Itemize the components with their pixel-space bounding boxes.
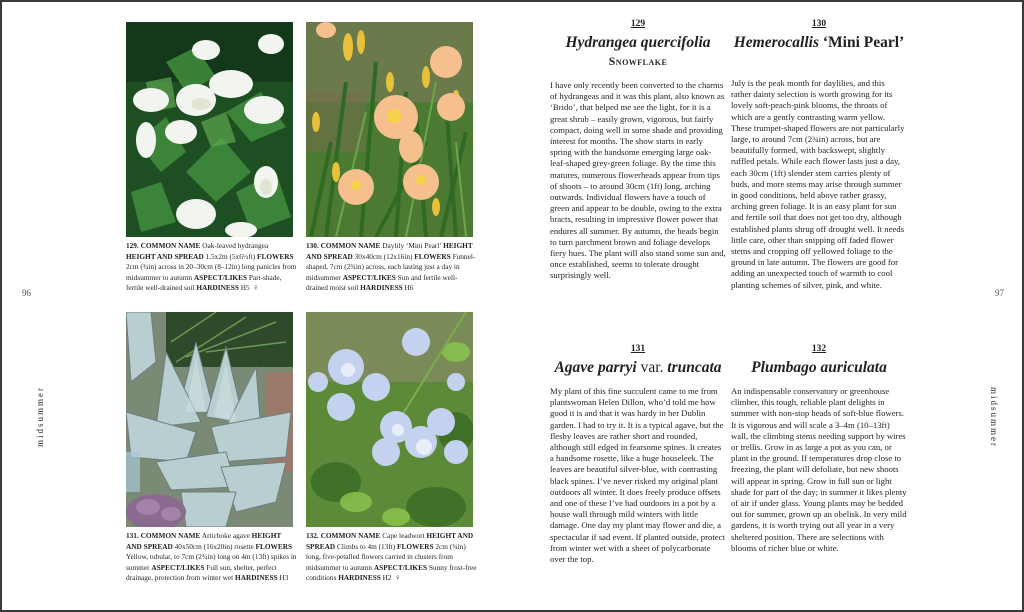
caption-label: FLOWERS — [397, 541, 434, 551]
caption-label: HEIGHT AND SPREAD — [126, 251, 204, 261]
caption-label: ASPECT/LIKES — [193, 272, 248, 282]
caption-label: HARDINESS — [338, 573, 381, 583]
latin-name — [550, 359, 726, 379]
caption-label: COMMON NAME — [140, 241, 201, 250]
book-spread — [2, 2, 1022, 610]
entry-number: 130 — [811, 19, 827, 29]
caption-number: 131. — [126, 531, 139, 540]
page-number-right: 97 — [995, 288, 1004, 298]
common-name: Artichoke agave — [201, 531, 250, 540]
caption-label: HARDINESS — [196, 283, 239, 293]
aspect: Part-shade, fertile well-drained soil — [126, 272, 282, 293]
height-spread: Climbs to 4m (13ft) — [337, 541, 396, 551]
flowers: Yellow, tubular, to 7cm (2¾in) long on 4m (13ft) spikes in summer — [126, 552, 297, 572]
photo-caption-130 — [306, 241, 478, 294]
hardiness: H3 — [279, 573, 289, 583]
plumbago-photo — [306, 312, 473, 527]
running-head-right: midsummer — [989, 387, 999, 448]
page-number-left: 96 — [22, 288, 31, 298]
caption-label: ASPECT/LIKES — [342, 272, 396, 282]
plant-entry-131 — [550, 344, 726, 565]
cultivar-epithet: ‘Mini Pearl’ — [819, 34, 905, 51]
entry-body: July is the peak month for daylilies, and this rather dainty selection is worth growing for its lovely soft-peach-pink blooms, the throats of which are a gently contrasting warm yellow. These trumpet-shaped flowers are not particularly large, to around 7cm (2¾in) across, but are beautifully formed, with backswept, slightly ruffled petals. While each flower lasts just a day, each 30cm (1ft) slender stem carries plenty of buds, and more stems may arise through summer in good conditions, held above rather grassy, arching green foliage. It is an easy plant for sun and fertile soil that does not get too dry, although established plants shrug off drought well. It needs little care, other than snipping off faded flower stems and cropping off yellowed foliage to the ground in late autumn. The flowers are good for adding an unexpected touch of warmth to cool planting schemes of silver, pink, and white. — [731, 78, 905, 290]
running-head-left: midsummer — [35, 386, 45, 447]
entry-body: My plant of this fine succulent came to me from plantswoman Helen Dillon, who’d told me how good it is and that it was hardy in her Dublin garden. I had to try it. It is a typical agave, but the fleshy leaves are rather short and rounded, although still edged in fearsome spines. It creates a handsome rosette, like a huge houseleek. The leaves are beautiful silver-blue, with contrasting black spines. I’ve never risked my original plant outdoors all winter. It does freely produce offsets and one of these I’ve had outdoors in a pot by a house wall through mild winters with little damage. One day my plant may flower and die, a spectacular if sad event. If planted outside, protect from winter wet with a sheet of polycarbonate over the top. — [550, 386, 725, 565]
award-of-garden-merit-icon: ♀ — [394, 573, 401, 583]
latin-name — [731, 359, 907, 379]
latin-name-italic: Agave parryi — [554, 359, 637, 376]
caption-label: HARDINESS — [360, 283, 403, 293]
entry-number: 132 — [811, 344, 827, 354]
entry-number: 129 — [630, 19, 646, 29]
photo-caption-129 — [126, 241, 298, 294]
caption-label: HEIGHT AND SPREAD — [306, 241, 473, 261]
daylily-photo — [306, 22, 473, 237]
entry-number: 131 — [630, 344, 646, 354]
flowers: Funnel-shaped, 7cm (2¾in) across, each lasting just a day in midsummer — [306, 251, 476, 282]
aspect: Full sun, shelter, perfect drainage, protection from winter wet — [126, 562, 277, 583]
latin-name-italic: Hemerocallis — [733, 34, 819, 51]
latin-name — [731, 34, 907, 54]
caption-label: FLOWERS — [255, 541, 293, 551]
latin-name-rank: var. — [636, 359, 668, 376]
caption-label: ASPECT/LIKES — [151, 562, 205, 572]
flowers: 2cm (¾in) across in 20–30cm (8–12in) long panicles from midsummer to autumn — [126, 262, 297, 282]
caption-label: FLOWERS — [257, 251, 294, 261]
hardiness: H5 — [240, 283, 250, 293]
hardiness: H6 — [404, 283, 414, 293]
plant-entry-132 — [731, 344, 907, 554]
latin-name — [550, 34, 726, 54]
height-spread: 40x50cm (16x20in) rosette — [174, 541, 254, 551]
photo-caption-132 — [306, 531, 478, 584]
caption-label: COMMON NAME — [140, 531, 201, 540]
latin-name-variety: truncata — [667, 359, 722, 376]
common-name: Daylily ‘Mini Pearl’ — [382, 241, 442, 250]
aspect: Sun and fertile well-drained moist soil — [306, 272, 458, 293]
plant-entry-129 — [550, 19, 726, 282]
plant-entry-130 — [731, 19, 907, 291]
latin-name-italic: Plumbago auriculata — [751, 359, 887, 376]
caption-label: COMMON NAME — [320, 531, 381, 540]
caption-number: 130. — [306, 241, 319, 250]
caption-label: HARDINESS — [235, 573, 278, 583]
hydrangea-photo — [126, 22, 293, 237]
height-spread: 30x40cm (12x16in) — [354, 251, 413, 261]
award-of-garden-merit-icon: ♀ — [252, 283, 259, 293]
caption-label: ASPECT/LIKES — [373, 562, 428, 572]
height-spread: 1.5x2m (5x6½ft) — [205, 251, 256, 261]
entry-body: I have only recently been converted to the charms of hydrangeas and it was this plant, also known as ‘Brido’, that helped me see the light, for it is a great shrub – easily grown, vigorous, but fairly compact, doing well in some shade and providing interest for months. The show starts in early spring with the handsome emerging large oak-leaf-shaped grey-green foliage. By the time this matures, numerous flowerheads appear from tips of shoots – to around 30cm (1ft) long, arching outwards. Individual flowers have a touch of green and appear to be double, owing to the extra bracts, resulting in impressive flower power that endures all summer. By autumn, the heads begin to turn parchment brown and foliage develops fiery hues. The plant will also stand some sun and, once established, seems to tolerate drought surprisingly well. — [550, 80, 726, 281]
hardiness: H2 — [382, 573, 392, 583]
caption-label: COMMON NAME — [320, 241, 381, 250]
photo-caption-131 — [126, 531, 298, 584]
agave-photo — [126, 312, 293, 527]
caption-label: HEIGHT AND SPREAD — [126, 531, 282, 551]
caption-number: 129. — [126, 241, 139, 250]
common-name: Oak-leaved hydrangea — [202, 241, 269, 250]
flowers: 2cm (¾in) long, five-petalled flowers carried in clusters from midsummer to autumn — [306, 541, 466, 572]
common-name: Cape leadwort — [382, 531, 425, 540]
caption-number: 132. — [306, 531, 319, 540]
latin-name-italic: Hydrangea quercifolia — [565, 34, 711, 51]
aspect: Sunny frost-free conditions — [306, 562, 477, 583]
cultivar-name: Snowflake — [608, 54, 668, 68]
entry-body: An indispensable conservatory or greenhouse climber, this tough, reliable plant delights in summer with non-stop heads of soft-blue flowers. It is vigorous and will scale a 3–4m (10–13ft) wall, the climbing stems needing support by wires or trellis. Grow in as large a pot as you can, or plant in the ground. If temperatures drop close to freezing, the plant will defoliate, but new shoots will appear in spring. Grow in full sun or light shade for part of the day; in summer it likes plenty of air if under glass. Young plants may be bedded out for summer, grown up an obelisk. In very mild gardens, it is worth trying out all year in a very sheltered position. There are selections with blooms of richer blue or white. — [731, 386, 907, 553]
caption-label: FLOWERS — [414, 251, 451, 261]
caption-label: HEIGHT AND SPREAD — [306, 531, 474, 551]
